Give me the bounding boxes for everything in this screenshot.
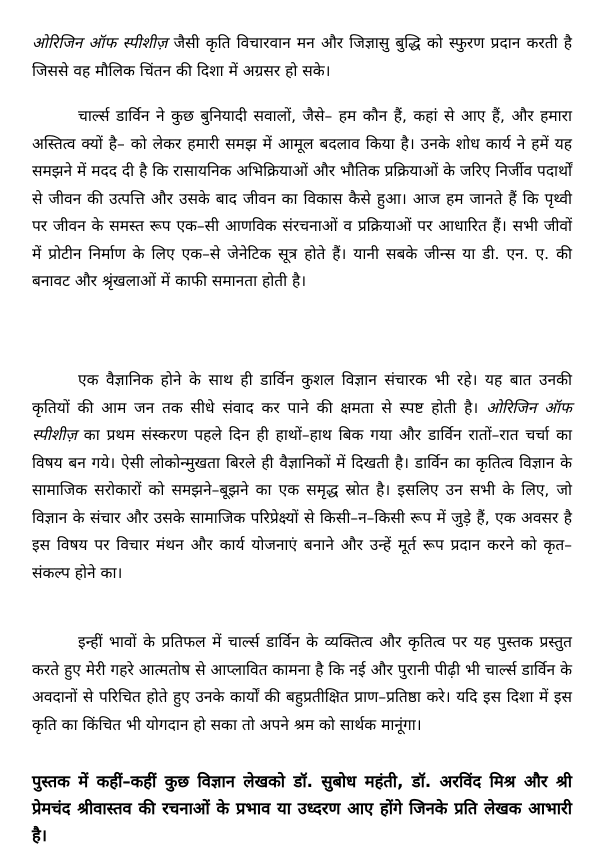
- book-title: ओरिजिन ऑफ स्पीशीज़: [32, 398, 572, 444]
- paragraph-2: चार्ल्स डार्विन ने कुछ बुनियादी सवालों, जैसे– हम कौन हैं, कहां से आए हैं, और हमारा अस्तित्व क्यों है– को लेकर हमारी समझ में आमूल बदलाव किया है। उनके शोध कार्य ने हमें यह समझने में मदद दी है कि रासायनिक अभिक्रियाओं और भौतिक प्रक्रियाओं के जरिए निर्जीव पदार्थों से जीवन की उत्पत्ति और उसके बाद जीवन का विकास कैसे हुआ। आज हम जानते हैं कि पृथ्वी पर जीवन के समस्त रूप एक–सी आणविक संरचनाओं व प्रक्रियाओं पर आधारित हैं। सभी जीवों में प्रोटीन निर्माण के लिए एक–से जेनेटिक सूत्र होते हैं। यानी सबके जीन्स या डी. एन. ए. की बनावट और श्रृंखलाओं में काफी समानता होती है।: [32, 107, 572, 290]
- acknowledgement-paragraph: पुस्तक में कहीं–कहीं कुछ विज्ञान लेखको डॉ. सुबोध महंती, डॉ. अरविंद मिश्र और श्री प्रेमचंद श्रीवास्तव की रचनाओं के प्रभाव या उध्दरण आए होंगे जिनके प्रति लेखक आभारी है।: [32, 772, 572, 845]
- paragraph-3-text-after: का प्रथम संस्करण पहले दिन ही हाथों–हाथ बिक गया और डार्विन रातों–रात चर्चा का विषय बन गये। ऐसी लोकोन्मुखता बिरले ही वैज्ञानिकों में दिखती है। डार्विन का कृतित्व विज्ञान के सामाजिक सरोकारों को समझने–बूझने का एक समृद्ध स्रोत है। इसलिए उन सभी के लिए, जो विज्ञान के संचार और उसके सामाजिक परिप्रेक्ष्यों से किसी–न–किसी रूप में जुड़े हैं, एक अवसर है इस विषय पर विचार मंथन और कार्य योजनाएं बनाने और उन्हें मूर्त रूप प्रदान करने को कृत–संकल्प होने का।: [32, 426, 572, 582]
- book-title: ओरिजिन ऑफ स्पीशीज़: [32, 34, 168, 52]
- paragraph-1: [32, 30, 572, 85]
- paragraph-3: [32, 367, 572, 587]
- paragraph-1-text: जैसी कृति विचारवान मन और जिज्ञासु बुद्धि को स्फुरण प्रदान करती है जिससे वह मौलिक चिंतन की दिशा में अग्रसर हो सके।: [32, 34, 572, 80]
- paragraph-4: इन्हीं भावों के प्रतिफल में चार्ल्स डार्विन के व्यक्तित्व और कृतित्व पर यह पुस्तक प्रस्तुत करते हुए मेरी गहरे आत्मतोष से आप्लावित कामना है कि नई और पुरानी पीढ़ी भी चार्ल्स डार्विन के अवदानों से परिचित होते हुए उनके कार्यों की बहुप्रतीक्षित प्राण–प्रतिष्ठा करे। यदि इस दिशा में इस कृति का किंचित भी योगदान हो सका तो अपने श्रम को सार्थक मानूंगा।: [32, 633, 572, 734]
- paragraph-3-text-before: एक वैज्ञानिक होने के साथ ही डार्विन कुशल विज्ञान संचारक भी रहे। यह बात उनकी कृतियों की आम जन तक सीधे संवाद कर पाने की क्षमता से स्पष्ट होती है।: [32, 371, 572, 417]
